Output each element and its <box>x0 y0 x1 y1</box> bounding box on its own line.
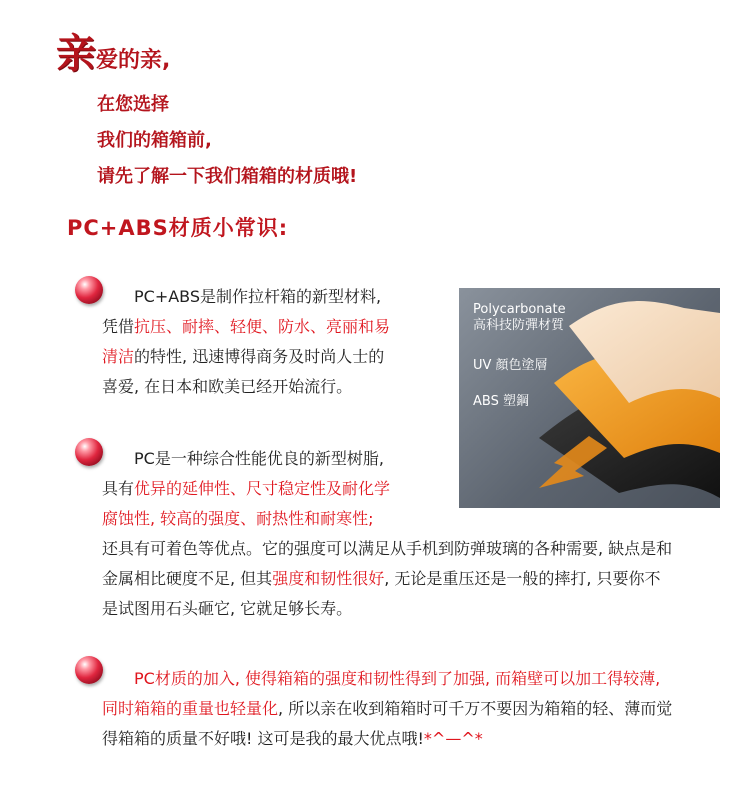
para2-line-5 <box>102 564 672 594</box>
paragraph-1 <box>102 282 390 402</box>
para3-line-2-text: , 所以亲在收到箱箱时可千万不要因为箱箱的轻、薄而觉 <box>278 699 673 718</box>
label-pc-line-2: 高科技防彈材質 <box>473 318 565 333</box>
para1-line-2 <box>102 312 390 342</box>
paragraph-2-continued <box>102 534 672 624</box>
emoticon: *^—^* <box>423 729 483 748</box>
para3-line-3 <box>102 724 672 754</box>
label-uv: UV 顏色塗層 <box>473 358 548 373</box>
para3-line-1: PC材质的加入, 使得箱箱的强度和韧性得到了加强, 而箱壁可以加工得较薄, <box>134 669 661 688</box>
para2-line-5-highlight: 强度和韧性很好 <box>272 569 385 588</box>
greeting <box>56 22 170 79</box>
intro-line-3: 请先了解一下我们箱箱的材质哦! <box>97 166 358 187</box>
bullet-2-icon <box>75 438 103 466</box>
para1-line-3 <box>102 342 390 372</box>
greeting-big-char: 亲 <box>56 30 96 77</box>
paragraph-3 <box>102 664 672 754</box>
bullet-1-icon <box>75 276 103 304</box>
bullet-3-icon <box>75 656 103 684</box>
section-title: PC+ABS材质小常识: <box>67 216 289 240</box>
intro-line-1: 在您选择 <box>97 94 169 115</box>
para1-line-3-text: 的特性, 迅速博得商务及时尚人士的 <box>134 347 385 366</box>
para1-line-3-highlight: 清洁 <box>102 347 135 366</box>
para2-line-6: 是试图用石头砸它, 它就足够长寿。 <box>102 599 353 618</box>
material-layers-figure <box>459 288 720 508</box>
para3-line-2 <box>102 694 672 724</box>
para2-line-2-text: 具有 <box>102 479 135 498</box>
para1-line-4: 喜爱, 在日本和欧美已经开始流行。 <box>102 377 353 396</box>
para1-line-1: PC+ABS是制作拉杆箱的新型材料, <box>134 287 382 306</box>
label-pc-line-1: Polycarbonate <box>473 302 566 317</box>
para2-line-5-text-a: 金属相比硬度不足, 但其 <box>102 569 273 588</box>
para2-line-4: 还具有可着色等优点。它的强度可以满足从手机到防弹玻璃的各种需要, 缺点是和 <box>102 539 673 558</box>
para1-line-2-text: 凭借 <box>102 317 135 336</box>
intro-line-2: 我们的箱箱前, <box>97 130 212 151</box>
para2-line-3: 腐蚀性, 较高的强度、耐热性和耐寒性; <box>102 509 374 528</box>
para2-line-1: PC是一种综合性能优良的新型树脂, <box>134 449 384 468</box>
greeting-rest: 爱的亲, <box>96 48 171 73</box>
para3-line-3-text: 得箱箱的质量不好哦! 这可是我的最大优点哦! <box>102 729 424 748</box>
para1-line-2-highlight: 抗压、耐摔、轻便、防水、亮丽和易 <box>134 317 391 336</box>
para3-line-2-highlight: 同时箱箱的重量也轻量化 <box>102 699 279 718</box>
para2-line-5-text-b: , 无论是重压还是一般的摔打, 只要你不 <box>384 569 661 588</box>
label-abs: ABS 塑鋼 <box>473 394 529 409</box>
para2-line-2-highlight: 优异的延伸性、尺寸稳定性及耐化学 <box>134 479 391 498</box>
para2-line-2 <box>102 474 390 504</box>
paragraph-2 <box>102 444 390 534</box>
